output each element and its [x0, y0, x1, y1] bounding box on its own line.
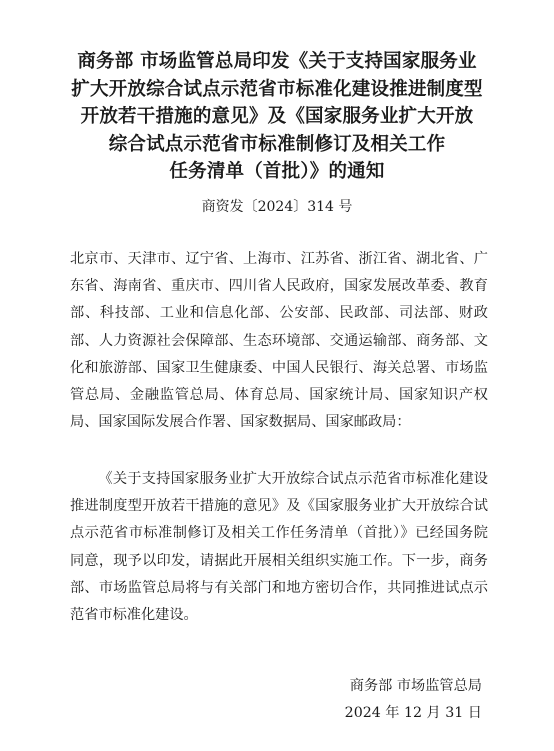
issue-date: 2024 年 12 月 31 日: [344, 705, 482, 721]
signature-block: [345, 673, 482, 727]
title-line: 任务清单（首批）》的通知: [169, 161, 385, 182]
recipients-paragraph: 北京市、天津市、辽宁省、上海市、江苏省、浙江省、湖北省、广东省、海南省、重庆市、四川省人民政府，国家发展改革委、教育部、科技部、工业和信息化部、公安部、民政部、司法部、财政部、人力资源社会保障部、生态环境部、交通运输部、商务部、文化和旅游部、国家卫生健康委、中国人民银行、海关总署、市场监管总局、金融监管总局、体育总局、国家统计局、国家知识产权局、国家国际发展合作署、国家数据局、国家邮政局：: [70, 251, 488, 431]
body-paragraph: 《关于支持国家服务业扩大开放综合试点示范省市标准化建设推进制度型开放若干措施的意见》及《国家服务业扩大开放综合试点示范省市标准制修订及相关工作任务清单（首批）》已经国务院同意，现予以印发，请据此开展相关组织实施工作。下一步，商务部、市场监管总局将与有关部门和地方密切合作，共同推进试点示范省市标准化建设。: [70, 471, 488, 624]
title-line: 商务部 市场监管总局印发《关于支持国家服务业: [77, 51, 477, 72]
document-number: 商资发〔2024〕314 号: [201, 199, 353, 215]
title-line: 扩大开放综合试点示范省市标准化建设推进制度型: [71, 78, 483, 100]
title-line: 综合试点示范省市标准制修订及相关工作: [108, 133, 446, 155]
issuing-authorities: 商务部 市场监管总局: [349, 678, 482, 694]
document-title: [40, 48, 514, 186]
title-line: 开放若干措施的意见》及《国家服务业扩大开放: [80, 106, 474, 127]
